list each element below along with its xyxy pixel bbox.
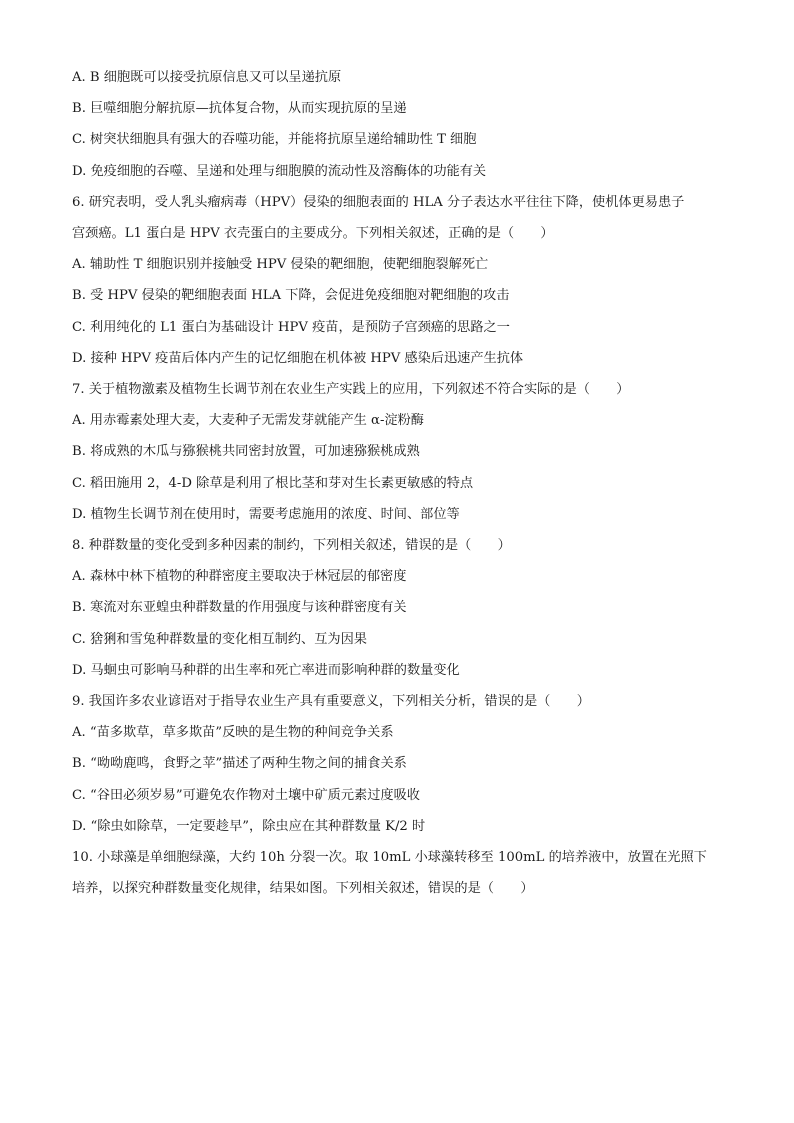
q8-stem: 8. 种群数量的变化受到多种因素的制约，下列相关叙述，错误的是（ ） bbox=[72, 538, 511, 554]
q6-option-d: D. 接种 HPV 疫苗后体内产生的记忆细胞在机体被 HPV 感染后迅速产生抗体 bbox=[72, 350, 524, 366]
q9-option-b: B. “呦呦鹿鸣，食野之苹”描述了两种生物之间的捕食关系 bbox=[72, 756, 407, 772]
q8-option-d: D. 马蛔虫可影响马种群的出生率和死亡率进而影响种群的数量变化 bbox=[72, 662, 460, 678]
q9-option-c: C. “谷田必须岁易”可避免农作物对土壤中矿质元素过度吸收 bbox=[72, 787, 420, 803]
q5-option-b: B. 巨噬细胞分解抗原—抗体复合物，从而实现抗原的呈递 bbox=[72, 101, 407, 117]
q7-option-d: D. 植物生长调节剂在使用时，需要考虑施用的浓度、时间、部位等 bbox=[72, 506, 460, 522]
q6-option-a: A. 辅助性 T 细胞识别并接触受 HPV 侵染的靶细胞，使靶细胞裂解死亡 bbox=[72, 257, 489, 273]
q9-stem: 9. 我国许多农业谚语对于指导农业生产具有重要意义，下列相关分析，错误的是（ ） bbox=[72, 694, 590, 710]
question-5-options bbox=[72, 62, 724, 187]
q8-option-a: A. 森林中林下植物的种群密度主要取决于林冠层的郁密度 bbox=[72, 569, 407, 585]
q7-stem: 7. 关于植物激素及植物生长调节剂在农业生产实践上的应用，下列叙述不符合实际的是（ ） bbox=[72, 382, 630, 398]
question-9 bbox=[72, 686, 724, 842]
q7-option-a: A. 用赤霉素处理大麦，大麦种子无需发芽就能产生 α-淀粉酶 bbox=[72, 413, 424, 429]
q6-option-b: B. 受 HPV 侵染的靶细胞表面 HLA 下降，会促进免疫细胞对靶细胞的攻击 bbox=[72, 288, 510, 304]
q7-option-c: C. 稻田施用 2，4-D 除草是利用了根比茎和芽对生长素更敏感的特点 bbox=[72, 475, 474, 491]
q8-option-b: B. 寒流对东亚蝗虫种群数量的作用强度与该种群密度有关 bbox=[72, 600, 407, 616]
q6-option-c: C. 利用纯化的 L1 蛋白为基础设计 HPV 疫苗，是预防子宫颈癌的思路之一 bbox=[72, 319, 510, 335]
q5-option-d: D. 免疫细胞的吞噬、呈递和处理与细胞膜的流动性及溶酶体的功能有关 bbox=[72, 163, 487, 179]
q6-stem-line-2: 宫颈癌。L1 蛋白是 HPV 衣壳蛋白的主要成分。下列相关叙述，正确的是（ ） bbox=[72, 226, 554, 242]
q10-stem-line-1: 10. 小球藻是单细胞绿藻，大约 10h 分裂一次。取 10mL 小球藻转移至 100mL 的培养液中，放置在光照下 bbox=[72, 850, 707, 866]
q9-option-d: D. “除虫如除草，一定要趁早”，除虫应在其种群数量 K/2 时 bbox=[72, 818, 426, 834]
question-6 bbox=[72, 187, 724, 374]
q10-stem-line-2: 培养，以探究种群数量变化规律，结果如图。下列相关叙述，错误的是（ ） bbox=[72, 881, 534, 897]
question-8 bbox=[72, 530, 724, 686]
q6-stem-line-1: 6. 研究表明，受人乳头瘤病毒（HPV）侵染的细胞表面的 HLA 分子表达水平往往下降，使机体更易患子 bbox=[72, 194, 685, 210]
q5-option-c: C. 树突状细胞具有强大的吞噬功能，并能将抗原呈递给辅助性 T 细胞 bbox=[72, 132, 477, 148]
q7-option-b: B. 将成熟的木瓜与猕猴桃共同密封放置，可加速猕猴桃成熟 bbox=[72, 444, 420, 460]
q5-option-a: A. B 细胞既可以接受抗原信息又可以呈递抗原 bbox=[72, 70, 342, 85]
question-10 bbox=[72, 842, 724, 904]
q8-option-c: C. 猞猁和雪兔种群数量的变化相互制约、互为因果 bbox=[72, 631, 367, 647]
question-7 bbox=[72, 374, 724, 530]
q9-option-a: A. “苗多欺草，草多欺苗”反映的是生物的种间竞争关系 bbox=[72, 725, 394, 741]
